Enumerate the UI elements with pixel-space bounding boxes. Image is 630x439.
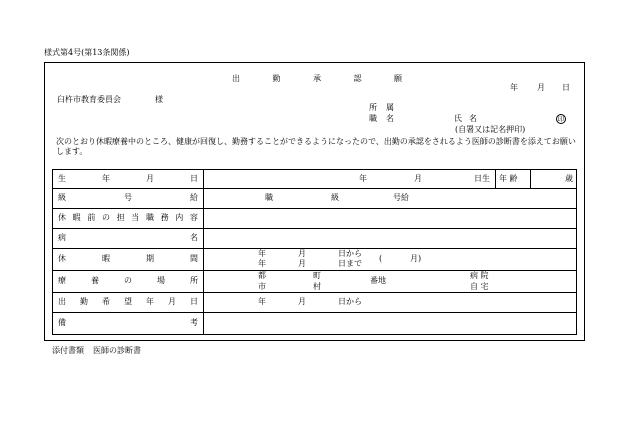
row-label-duty: 休 暇 前 の 担 当 職 務 内 容 [58, 213, 198, 222]
addressee-name: 臼杵市教育委員会 [57, 95, 121, 104]
applicant-name-label: 氏 名 [454, 114, 477, 123]
attachment-item: 医師の診断書 [93, 346, 141, 355]
return-from: 日から [338, 297, 362, 306]
addressee-honorific: 様 [155, 95, 163, 104]
form-number: 様式第4号(第13条関係) [44, 48, 130, 57]
title-char: 承 [313, 74, 321, 83]
birth-year-unit: 年 [359, 174, 367, 183]
applicant-post-label: 職 名 [369, 114, 394, 123]
row-label-grade: 級 号 給 [58, 193, 198, 202]
birth-month-unit: 月 [414, 174, 422, 183]
grade-kyu-unit: 級 [331, 193, 339, 202]
leave-start-year: 年 [258, 249, 266, 258]
title-char: 勤 [272, 74, 281, 83]
age-unit: 歳 [565, 174, 573, 183]
leave-start-from: 日から [338, 249, 362, 258]
place-byoin: 病 院 [470, 271, 489, 280]
place-cho: 町 [313, 271, 321, 280]
leave-end-month: 月 [298, 259, 306, 268]
birth-day-unit: 日生 [474, 174, 490, 183]
leave-duration-unit: 月) [410, 254, 422, 263]
leave-start-month: 月 [298, 249, 306, 258]
row-label-return-date: 出 勤 希 望 年 月 日 [58, 297, 198, 306]
date-day: 日 [562, 83, 570, 92]
grade-gokyu-unit: 号給 [393, 193, 409, 202]
signature-note: (自署又は記名押印) [455, 125, 526, 134]
return-year: 年 [258, 297, 266, 306]
place-son: 村 [313, 282, 321, 291]
leave-end-year: 年 [258, 259, 266, 268]
place-shi: 市 [258, 282, 266, 291]
row-label-leave-period: 休 暇 期 間 [58, 254, 198, 263]
return-month: 月 [298, 297, 306, 306]
row-label-illness: 病 名 [58, 233, 198, 242]
title-char: 願 [394, 74, 402, 83]
row-label-care-place: 療 養 の 場 所 [58, 276, 198, 285]
title-char: 認 [353, 74, 362, 83]
seal-mark-icon: 印 [557, 114, 565, 123]
leave-duration-open: ( [379, 254, 383, 263]
form-title [232, 75, 402, 83]
grade-shoku-unit: 職 [265, 193, 273, 202]
title-char: 出 [232, 74, 240, 83]
row-label-remarks: 備 考 [58, 318, 198, 327]
date-month: 月 [537, 83, 545, 92]
date-year: 年 [510, 83, 518, 92]
request-body-text: 次のとおり休暇療養中のところ、健康が回復し、勤務することができるようになったので、出勤の承認をされるよう医師の診断書を添えてお願いします。 [56, 137, 576, 156]
place-banchi: 番地 [370, 276, 386, 285]
leave-end-until: 日まで [338, 259, 362, 268]
age-label: 年 齢 [499, 174, 518, 183]
row-label-birth: 生 年 月 日 [58, 174, 198, 183]
applicant-dept-label: 所 属 [369, 103, 394, 112]
place-jitaku: 自 宅 [470, 282, 489, 291]
place-to: 都 [258, 271, 266, 280]
attachment-label: 添付書類 [52, 346, 84, 355]
